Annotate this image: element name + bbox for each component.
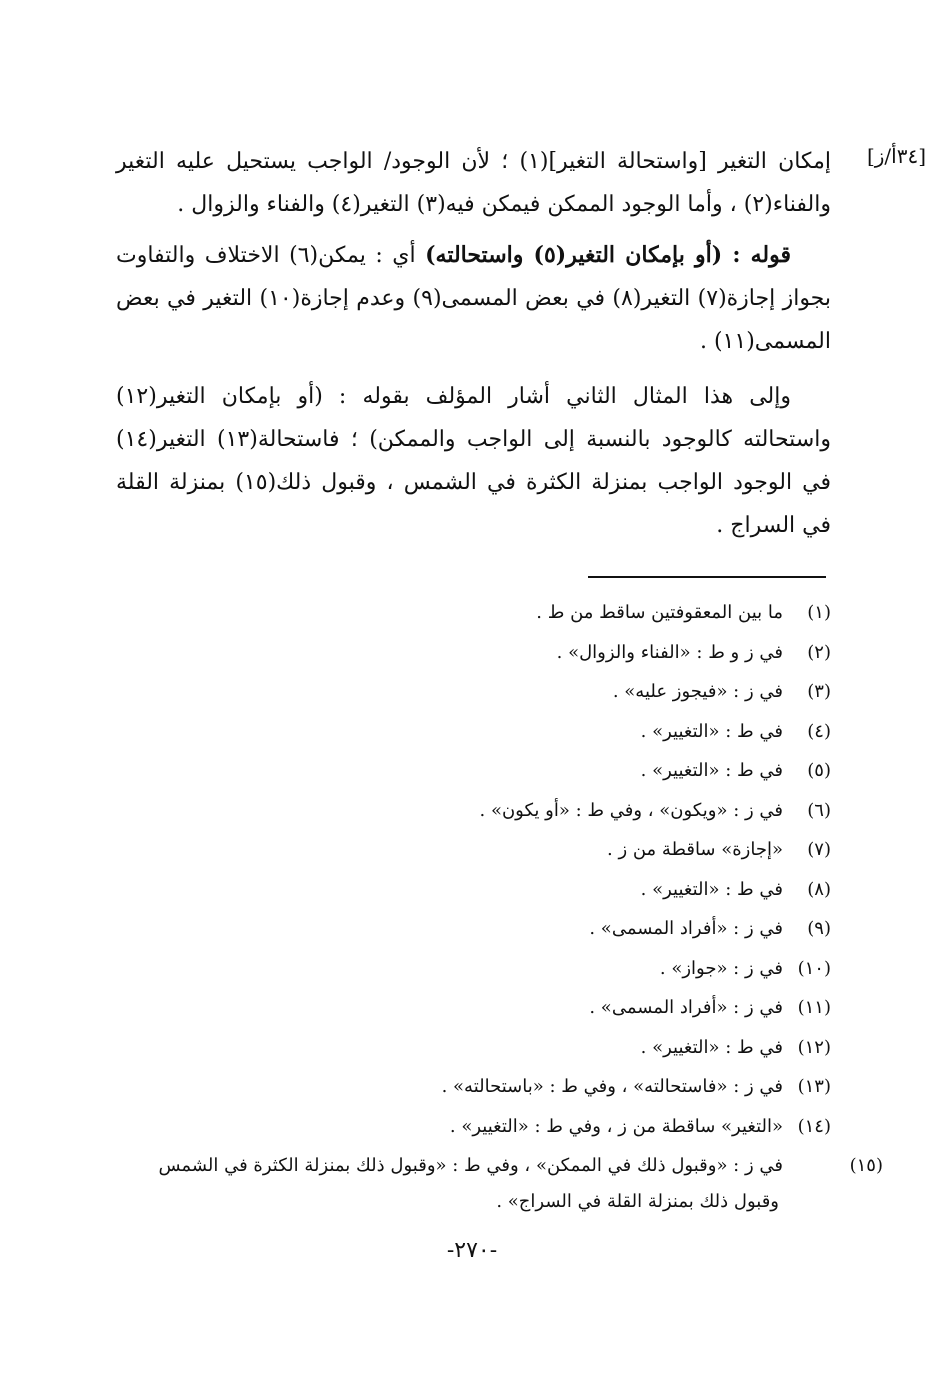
footnote bbox=[116, 1067, 831, 1107]
footnote bbox=[116, 593, 831, 633]
footnote bbox=[116, 712, 831, 752]
footnote-text: في ز : «وقبول ذلك في الممكن» ، وفي ط : «وقبول ذلك بمنزلة الكثرة في الشمس وقبول ذلك بمنزلة القلة في السراج» . bbox=[158, 1155, 783, 1212]
main-text bbox=[116, 140, 831, 559]
paragraph-3: وإلى هذا المثال الثاني أشار المؤلف بقوله : (أو بإمكان التغير(١٢) واستحالته كالوجود بالنسبة إلى الواجب والممكن) ؛ فاستحالة(١٣) التغير(١٤) في الوجود الواجب بمنزلة الكثرة في الشمس ، وقبول ذلك(١٥) بمنزلة القلة في السراج . bbox=[116, 384, 832, 538]
footnote-number: (٨) bbox=[807, 878, 831, 900]
page-number: -٢٧٠- bbox=[446, 1238, 498, 1263]
footnote-text: في ز : «فيجوز عليه» . bbox=[612, 681, 783, 702]
footnote bbox=[116, 791, 831, 831]
quoted-lemma: قوله : (أو بإمكان التغير(٥) واستحالته) bbox=[425, 242, 791, 268]
footnote-number: (٩) bbox=[807, 918, 831, 939]
footnote-text: في ز و ط : «الفناء والزوال» . bbox=[556, 641, 783, 663]
footnote-text: في ط : «التغيير» . bbox=[640, 878, 783, 900]
footnotes bbox=[116, 593, 883, 1220]
footnote bbox=[116, 1107, 831, 1147]
footnote-number: (٧) bbox=[807, 839, 831, 860]
footnote-text: في ز : «ويكون» ، وفي ط : «أو يكون» . bbox=[479, 799, 783, 821]
footnote-number: (١٥) bbox=[849, 1155, 883, 1176]
paragraph-1: إمكان التغير [واستحالة التغير](١) ؛ لأن الوجود/ الواجب يستحيل عليه التغير والفناء(٢) ، وأما الوجود الممكن فيمكن فيه(٣) التغير(٤) والفناء والزوال . bbox=[116, 149, 831, 217]
footnote-number: (١٠) bbox=[797, 957, 831, 979]
footnote bbox=[116, 1148, 883, 1220]
footnote bbox=[116, 1028, 831, 1068]
footnote-text: «إجازة» ساقطة من ز . bbox=[607, 839, 783, 860]
footnote-number: (٣) bbox=[807, 681, 831, 702]
footnote bbox=[116, 751, 831, 791]
footnote-text: في ز : «أفراد المسمى» . bbox=[589, 918, 783, 939]
footnote bbox=[116, 949, 831, 989]
footnote-number: (١٣) bbox=[797, 1076, 831, 1097]
paragraph-2 bbox=[116, 234, 831, 363]
footnote-number: (٦) bbox=[807, 799, 831, 821]
paragraph-2-text: أي : يمكن(٦) الاختلاف والتفاوت بجواز إجازة(٧) التغير(٨) في بعض المسمى(٩) وعدم إجازة(١٠) التغير في بعض المسمى(١١) . bbox=[116, 243, 832, 354]
footnote-separator bbox=[588, 576, 826, 578]
footnote-text: في ط : «التغيير» . bbox=[640, 760, 783, 781]
footnote bbox=[116, 672, 831, 712]
footnote-number: (١٤) bbox=[797, 1115, 831, 1137]
footnote-text: ما بين المعقوفتين ساقط من ط . bbox=[536, 602, 783, 623]
footnote-number: (١) bbox=[807, 602, 831, 623]
footnote-text: في ز : «فاستحالته» ، وفي ط : «باستحالته» . bbox=[441, 1076, 783, 1097]
footnote-number: (٤) bbox=[807, 720, 831, 742]
margin-reference: [٣٤أ/ز] bbox=[866, 144, 926, 168]
footnote-number: (١١) bbox=[797, 997, 831, 1018]
footnote-number: (٢) bbox=[807, 641, 831, 663]
footnote-text: في ز : «أفراد المسمى» . bbox=[589, 997, 783, 1018]
footnote bbox=[116, 830, 831, 870]
footnote bbox=[116, 633, 831, 673]
footnote-text: «التغير» ساقطة من ز ، وفي ط : «التغيير» . bbox=[449, 1115, 783, 1137]
footnote-number: (١٢) bbox=[797, 1036, 831, 1058]
footnote-text: في ط : «التغيير» . bbox=[640, 720, 783, 742]
footnote bbox=[116, 988, 831, 1028]
footnote bbox=[116, 909, 831, 949]
footnote-text: في ط : «التغيير» . bbox=[640, 1036, 783, 1058]
footnote-text: في ز : «جواز» . bbox=[659, 957, 783, 979]
footnote-number: (٥) bbox=[807, 760, 831, 781]
footnote bbox=[116, 870, 831, 910]
